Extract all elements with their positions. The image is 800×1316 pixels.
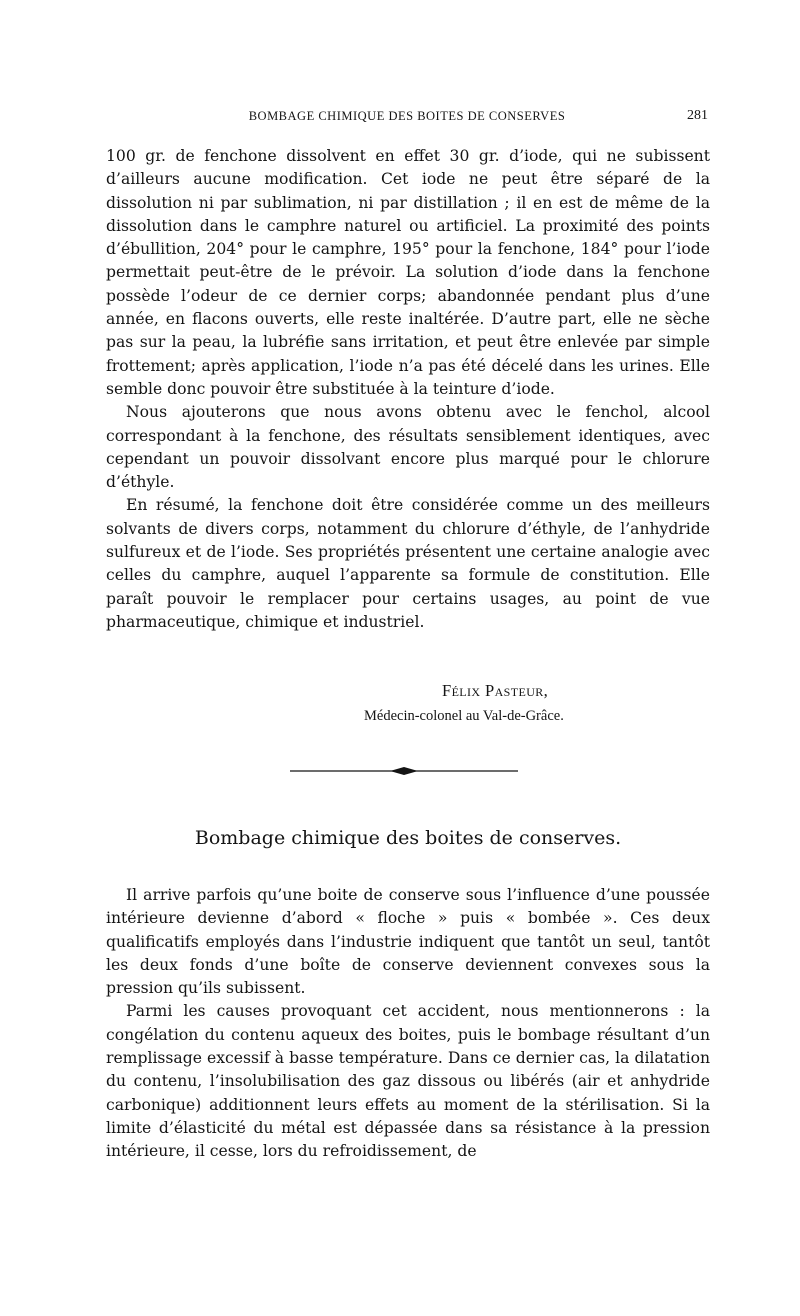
running-title: BOMBAGE CHIMIQUE DES BOITES DE CONSERVES: [248, 109, 566, 123]
paragraph-fenchol: Nous ajouterons que nous avons obtenu avec le fenchol, alcool correspondant à la fenchone, des résultats sensiblement identiques, avec cependant un pouvoir dissolvant encore plus marqué pour le chlorure d’éthyle.: [106, 403, 710, 492]
page-number: 281: [687, 108, 708, 123]
signature-role: Médecin-colonel au Val-de-Grâce.: [364, 708, 564, 724]
section-title: Bombage chimique des boites de conserves.: [194, 827, 622, 849]
article-fenchone-body: [106, 145, 710, 634]
divider-ornament-icon: [290, 764, 518, 778]
running-header: [106, 104, 708, 128]
paragraph-resume: En résumé, la fenchone doit être considérée comme un des meilleurs solvants de divers corps, notamment du chlorure d’éthyle, de l’anhydride sulfureux et de l’iode. Ses propriétés présentent une certaine analogie avec celles du camphre, auquel l’apparente sa formule de constitution. Elle paraît pouvoir le remplacer pour certains usages, au point de vue pharmaceutique, chimique et industriel.: [106, 496, 710, 631]
signature-author: Félix Pasteur,: [442, 681, 549, 700]
paragraph-causes: Parmi les causes provoquant cet accident, nous mentionnerons : la congélation du contenu aqueux des boites, puis le bombage résultant d’un remplissage excessif à basse température. Dans ce dernier cas, la dilatation du contenu, l’insolubilisation des gaz dissous ou libérés (air et anhydride carbonique) additionnent leurs effets au moment de la stérilisation. Si la limite d’élasticité du métal est dépassée dans sa résistance à la pression intérieure, il cesse, lors du refroidissement, de: [106, 1002, 710, 1161]
paragraph-intro-bombage: Il arrive parfois qu’une boite de conserve sous l’influence d’une poussée intérieure devienne d’abord « floche » puis « bombée ». Ces deux qualificatifs employés dans l’industrie indiquent que tantôt un seul, tantôt les deux fonds d’une boîte de conserve deviennent convexes sous la pression qu’ils subissent.: [106, 886, 710, 998]
paragraph-iode-dissolution: 100 gr. de fenchone dissolvent en effet 30 gr. d’iode, qui ne subissent d’ailleurs aucune modification. Cet iode ne peut être séparé de la dissolution ni par sublimation, ni par distillation ; il en est de même de la dissolution dans le camphre naturel ou artificiel. La proximité des points d’ébullition, 204° pour le camphre, 195° pour la fenchone, 184° pour l’iode permettait peut-être de le prévoir. La solution d’iode dans la fenchone possède l’odeur de ce dernier corps; abandonnée pendant plus d’une année, en flacons ouverts, elle reste inaltérée. D’autre part, elle ne sèche pas sur la peau, la lubréfie sans irritation, et peut être enlevée par simple frottement; après application, l’iode n’a pas été décelé dans les urines. Elle semble donc pouvoir être substituée à la teinture d’iode.: [106, 147, 710, 398]
article-bombage-body: [106, 884, 710, 1164]
